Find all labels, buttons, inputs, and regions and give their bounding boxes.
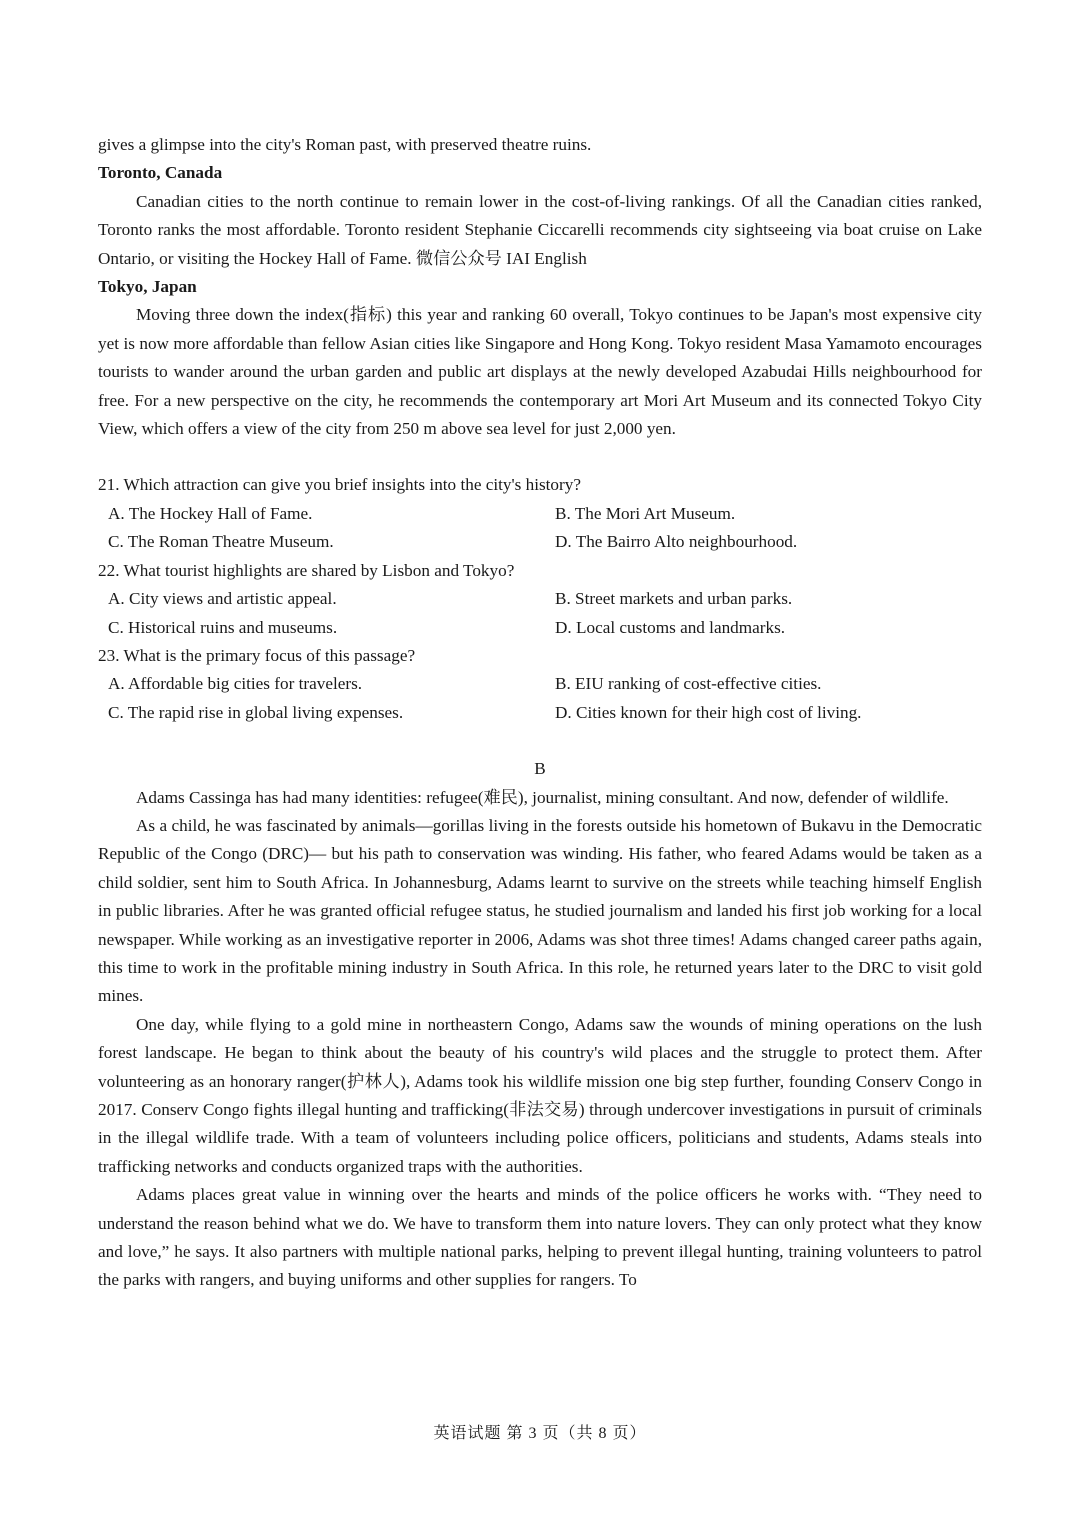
option-d[interactable]: D. Cities known for their high cost of living. <box>555 702 862 722</box>
tokyo-paragraph: Moving three down the index(指标) this year and ranking 60 overall, Tokyo continues to be Japan's most expensive city yet is now more affordable than fellow Asian cities like Singapore and Hong Kong. Tokyo resident Masa Yamamoto encourages tourists to wander around the urban garden and public art displays at the newly developed Azabudai Hills neighbourhood for free. For a new perspective on the city, he recommends the contemporary art Mori Art Museum and its connected Tokyo City View, which offers a view of the city from 250 m above sea level for just 2,000 yen. <box>98 305 982 439</box>
option-c[interactable]: C. Historical ruins and museums. <box>108 617 338 637</box>
page-footer: 英语试题 第 3 页（共 8 页） <box>433 1425 647 1442</box>
question-22 <box>98 557 982 642</box>
option-b[interactable]: B. Street markets and urban parks. <box>555 589 793 609</box>
tokyo-heading: Tokyo, Japan <box>98 277 197 297</box>
passage-b-paragraph-1: Adams Cassinga has had many identities: refugee(难民), journalist, mining consultant. And now, defender of wildlife. <box>136 787 949 807</box>
option-d[interactable]: D. The Bairro Alto neighbourhood. <box>555 532 798 552</box>
question-stem: 21. Which attraction can give you brief insights into the city's history? <box>98 475 581 495</box>
option-a[interactable]: A. The Hockey Hall of Fame. <box>108 503 313 523</box>
option-b[interactable]: B. The Mori Art Museum. <box>555 503 736 523</box>
option-a[interactable]: A. City views and artistic appeal. <box>108 589 337 609</box>
question-options <box>98 585 982 642</box>
toronto-paragraph: Canadian cities to the north continue to remain lower in the cost-of-living rankings. Of all the Canadian cities ranked, Toronto ranks the most affordable. Toronto resident Stephanie Ciccarelli recommends city sightseeing via boat cruise on Lake Ontario, or visiting the Hockey Hall of Fame. 微信公众号 IAI English <box>98 191 982 268</box>
option-b[interactable]: B. EIU ranking of cost-effective cities. <box>555 674 822 694</box>
passage-b-label: B <box>534 759 546 779</box>
question-options <box>98 670 982 727</box>
option-c[interactable]: C. The rapid rise in global living expenses. <box>108 702 404 722</box>
toronto-heading: Toronto, Canada <box>98 163 223 183</box>
passage-b-paragraph-4: Adams places great value in winning over the hearts and minds of the police officers he works with. “They need to understand the reason behind what we do. We have to transform them into nature lovers. They can only protect what they know and love,” he says. It also partners with multiple national parks, helping to prevent illegal hunting, training volunteers to patrol the parks with rangers, and buying uniforms and other supplies for rangers. To <box>98 1185 982 1290</box>
option-a[interactable]: A. Affordable big cities for travelers. <box>108 674 363 694</box>
section-spacer <box>98 443 982 471</box>
question-stem: 22. What tourist highlights are shared by Lisbon and Tokyo? <box>98 560 515 580</box>
passage-b-paragraph-3: One day, while flying to a gold mine in northeastern Congo, Adams saw the wounds of mining operations on the lush forest landscape. He began to think about the beauty of his country's wild places and the struggle to protect them. After volunteering as an honorary ranger(护林人), Adams took his wildlife mission one big step further, founding Conserv Congo in 2017. Conserv Congo fights illegal hunting and trafficking(非法交易) through undercover investigations in pursuit of criminals in the illegal wildlife trade. With a team of volunteers including police officers, politicians and students, Adams steals into trafficking networks and conducts organized traps with the authorities. <box>98 1014 982 1176</box>
lisbon-paragraph-tail: gives a glimpse into the city's Roman past, with preserved theatre ruins. <box>98 135 592 154</box>
question-options <box>98 500 982 557</box>
option-d[interactable]: D. Local customs and landmarks. <box>555 617 786 637</box>
question-stem: 23. What is the primary focus of this passage? <box>98 645 416 665</box>
page-content <box>98 131 982 1295</box>
passage-b-paragraph-2: As a child, he was fascinated by animals—gorillas living in the forests outside his hometown of Bukavu in the Democratic Republic of the Congo (DRC)— but his path to conservation was winding. His father, who feared Adams would be taken as a child soldier, sent him to South Africa. In Johannesburg, Adams learnt to survive on the streets while teaching himself English in public libraries. After he was granted official refugee status, he studied journalism and landed his first job working for a local newspaper. While working as an investigative reporter in 2006, Adams was shot three times! Adams changed career paths again, this time to work in the profitable mining industry in South Africa. In this role, he returned years later to the DRC to visit gold mines. <box>98 815 982 1006</box>
option-c[interactable]: C. The Roman Theatre Museum. <box>108 532 334 552</box>
section-spacer <box>98 727 982 755</box>
question-21 <box>98 471 982 556</box>
question-23 <box>98 642 982 727</box>
